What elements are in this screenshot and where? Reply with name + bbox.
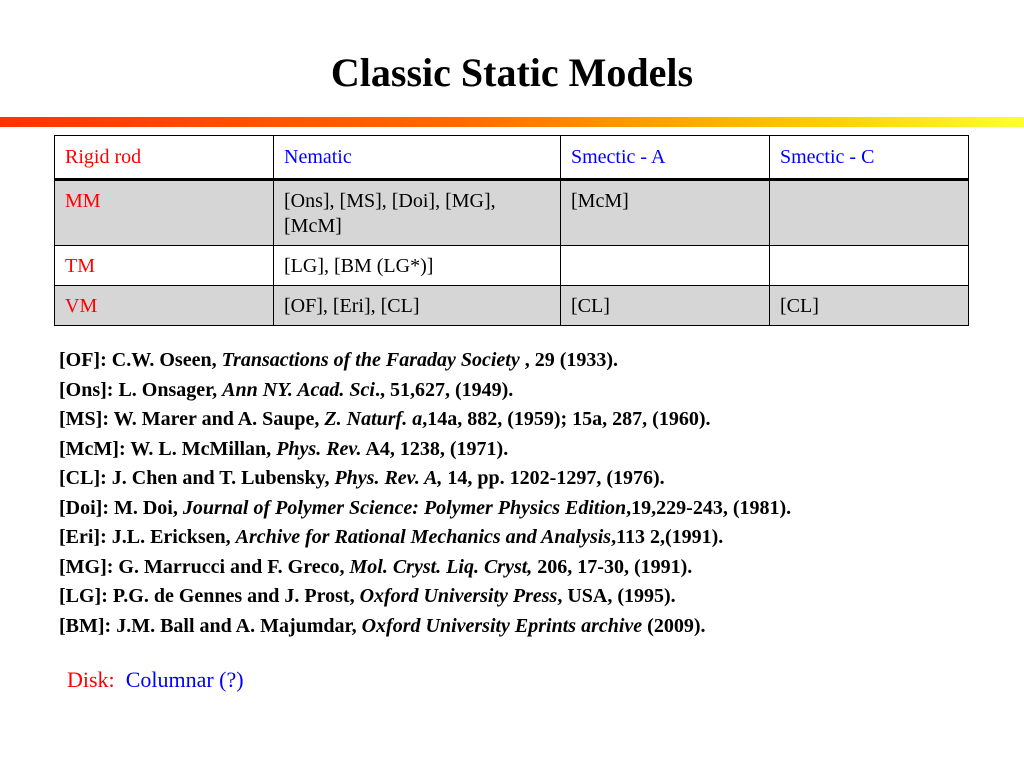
disk-label: Disk:	[67, 667, 115, 692]
reference-authors: [CL]: J. Chen and T. Lubensky,	[59, 467, 335, 489]
reference-item	[59, 494, 791, 524]
table-row	[55, 180, 969, 246]
row-label-mm: MM	[55, 180, 274, 246]
reference-details: ., 51,627, (1949).	[374, 378, 514, 401]
reference-journal: Phys. Rev.	[276, 437, 362, 460]
reference-authors: [McM]: W. L. McMillan,	[59, 437, 277, 460]
reference-details: ,14a, 882, (1959); 15a, 287, (1960).	[422, 408, 711, 430]
reference-list	[59, 346, 791, 641]
reference-item	[59, 346, 791, 376]
reference-journal: Ann NY. Acad. Sci	[222, 378, 375, 401]
reference-authors: [BM]: J.M. Ball and A. Majumdar,	[59, 614, 362, 637]
cell-mm-smectic-c	[770, 180, 969, 246]
reference-authors: [MS]: W. Marer and A. Saupe,	[59, 408, 325, 430]
reference-details: A4, 1238, (1971).	[361, 437, 509, 460]
reference-journal: Mol. Cryst. Liq. Cryst,	[349, 555, 533, 578]
reference-item	[59, 553, 791, 583]
reference-item	[59, 435, 791, 465]
reference-authors: [Ons]: L. Onsager,	[59, 378, 223, 401]
reference-item	[59, 405, 791, 435]
disk-note	[67, 666, 244, 694]
header-smectic-c: Smectic - C	[770, 136, 969, 180]
reference-journal: Archive for Rational Mechanics and Analysis	[235, 526, 612, 548]
reference-journal: Oxford University Press	[359, 585, 558, 607]
models-table	[54, 135, 969, 326]
reference-details: , 29 (1933).	[524, 349, 619, 371]
reference-authors: [Doi]: M. Doi,	[59, 496, 183, 519]
cell-tm-nematic: [LG], [BM (LG*)]	[274, 246, 561, 286]
reference-journal: Transactions of the Faraday Society	[221, 349, 525, 371]
cell-vm-smectic-c: [CL]	[770, 286, 969, 326]
table-row	[55, 286, 969, 326]
reference-journal: Phys. Rev. A,	[334, 467, 443, 489]
header-smectic-a: Smectic - A	[561, 136, 770, 180]
slide-title: Classic Static Models	[330, 50, 694, 95]
reference-details: ,113 2,(1991).	[611, 526, 724, 548]
cell-tm-smectic-c	[770, 246, 969, 286]
reference-journal: Oxford University Eprints archive	[361, 614, 643, 637]
cell-mm-nematic-line2: [McM]	[284, 215, 342, 237]
reference-authors: [OF]: C.W. Oseen,	[59, 349, 222, 371]
reference-details: (2009).	[642, 614, 706, 637]
cell-mm-smectic-a: [McM]	[561, 180, 770, 246]
header-rigid-rod: Rigid rod	[55, 136, 274, 180]
reference-item	[59, 523, 791, 553]
reference-details: ,19,229-243, (1981).	[626, 496, 792, 519]
cell-mm-nematic-line1: [Ons], [MS], [Doi], [MG],	[284, 190, 496, 212]
reference-journal: Z. Naturf. a	[324, 408, 423, 430]
reference-item	[59, 464, 791, 494]
cell-mm-nematic	[274, 180, 561, 246]
reference-authors: [LG]: P.G. de Gennes and J. Prost,	[59, 585, 360, 607]
reference-details: 206, 17-30, (1991).	[532, 555, 693, 578]
reference-details: 14, pp. 1202-1297, (1976).	[442, 467, 665, 489]
row-label-vm: VM	[55, 286, 274, 326]
reference-authors: [Eri]: J.L. Ericksen,	[59, 526, 236, 548]
row-label-tm: TM	[55, 246, 274, 286]
disk-value: Columnar (?)	[125, 667, 244, 692]
header-nematic: Nematic	[274, 136, 561, 180]
title-underline-bar	[0, 117, 1024, 127]
table-row	[55, 246, 969, 286]
cell-vm-smectic-a: [CL]	[561, 286, 770, 326]
reference-journal: Journal of Polymer Science: Polymer Physics Edition	[182, 496, 627, 519]
cell-vm-nematic: [OF], [Eri], [CL]	[274, 286, 561, 326]
reference-authors: [MG]: G. Marrucci and F. Greco,	[59, 555, 350, 578]
reference-item	[59, 582, 791, 612]
reference-item	[59, 612, 791, 642]
reference-details: , USA, (1995).	[557, 585, 676, 607]
cell-tm-smectic-a	[561, 246, 770, 286]
reference-item	[59, 376, 791, 406]
table-header-row	[55, 136, 969, 180]
